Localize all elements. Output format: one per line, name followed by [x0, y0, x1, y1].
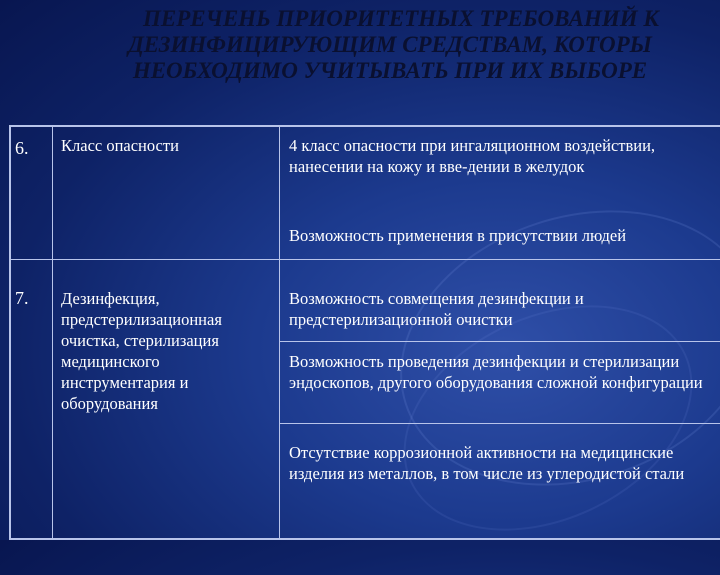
requirement-cell: Возможность применения в присутствии людей [289, 226, 627, 245]
title-line: ДЕЗИНФИЦИРУЮЩИМ СРЕДСТВАМ, КОТОРЫ [128, 32, 652, 57]
category-cell: Класс опасности [61, 136, 179, 155]
row-number: 7. [15, 288, 29, 308]
requirement-cell: Возможность совмещения дезинфекции и предстерилизационной очистки [289, 289, 584, 329]
requirement-cell: Отсутствие коррозионной активности на медицинские изделия из металлов, в том числе из углеродистой стали [289, 443, 685, 483]
column-divider [52, 127, 53, 538]
row-divider [11, 259, 720, 260]
requirement-cell: Возможность проведения дезинфекции и стерилизации эндоскопов, другого оборудования сложной конфигурации [289, 352, 703, 392]
slide-title [40, 6, 720, 84]
title-line: ПЕРЕЧЕНЬ ПРИОРИТЕТНЫХ ТРЕБОВАНИЙ К [143, 6, 659, 31]
category-cell: Дезинфекция, предстерилизационная очистка, стерилизация медицинского инструментария и оборудования [61, 289, 222, 413]
requirement-cell: 4 класс опасности при ингаляционном воздействии, нанесении на кожу и вве-дении в желудок [289, 136, 656, 176]
row-number: 6. [15, 138, 29, 158]
column-divider [279, 127, 280, 538]
title-line: НЕОБХОДИМО УЧИТЫВАТЬ ПРИ ИХ ВЫБОРЕ [132, 58, 648, 83]
requirements-table [9, 125, 720, 540]
cell-divider [279, 423, 720, 424]
cell-divider [279, 341, 720, 342]
